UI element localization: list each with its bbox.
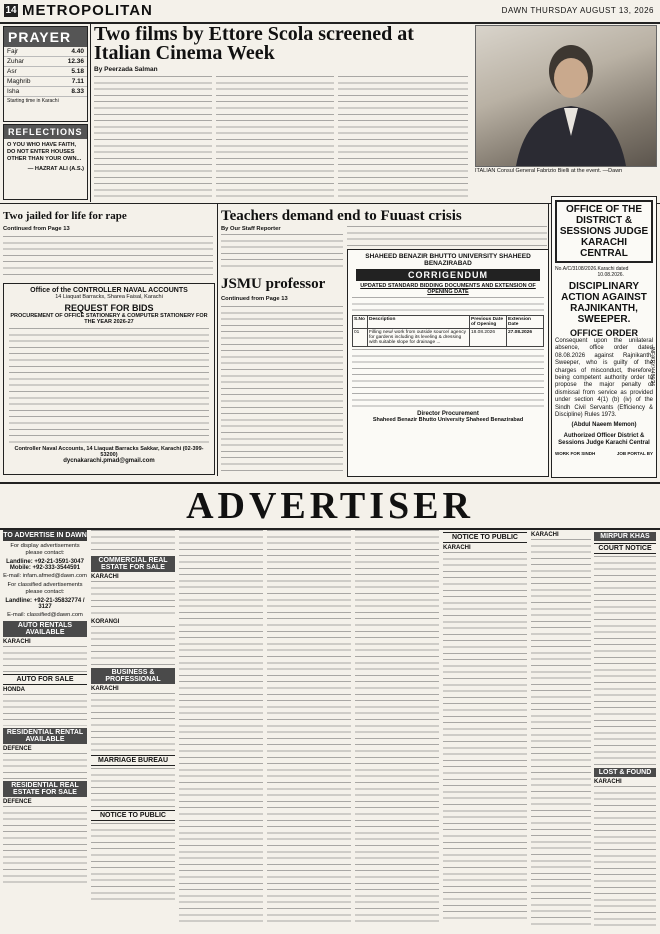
prayer-time: 8.33 [51,87,87,97]
sbbu-intro [352,297,544,313]
classified-landline: Landline: +92-21-35832774 / 3127 [5,598,85,610]
prayer-row [4,87,87,97]
teachers-headline: Teachers demand end to Fuuast crisis [221,208,462,224]
prayer-time: 7.11 [51,77,87,87]
category-marriage: MARRIAGE BUREAU [91,755,175,766]
job-portal-badge: JOB PORTAL BY [616,450,653,456]
city-heading: DEFENCE [3,799,32,805]
court-order-label: OFFICE ORDER [569,328,638,338]
category-residential-sale: RESIDENTIAL REAL ESTATE FOR SALE [3,781,87,797]
classified-col-6 [443,530,527,930]
reflections-box [3,124,88,200]
classified-email: E-mail: classified@dawn.com [7,612,83,618]
cell-desc: Filling new/ work from outside source/ agency for gardens including its leveling & dressing with suitable slope for drainage ... [368,329,470,347]
prayer-note: Starting time in Karachi [7,98,59,104]
court-ref-row [552,266,656,278]
jsmu-continued: Continued from Page 13 [221,296,288,302]
ad-text [3,806,87,886]
teachers-body-2 [347,226,547,246]
naval-footer: Controller Naval Accounts, 14 Liaquat Barracks Sakkar, Karachi (02-399-53200) [14,446,204,458]
classified-col-7 [531,530,591,930]
advertiser-title: ADVERTISER [186,485,474,527]
reflections-title: REFLECTIONS [4,125,87,139]
city-heading: KORANGI [91,619,120,625]
category-lost-found: LOST & FOUND [594,768,656,777]
reflections-quote: O YOU WHO HAVE FAITH, DO NOT ENTER HOUSES OTHER THAN YOUR OWN... [7,142,82,162]
sbbu-director: Director Procurement [417,411,479,417]
divider [217,204,218,476]
jail-continued: Continued from Page 13 [3,226,70,232]
ad-text [267,530,351,926]
category-auto-sale: AUTO FOR SALE [3,674,87,685]
lead-body-col-2 [216,76,334,198]
naval-office: Office of the CONTROLLER NAVAL ACCOUNTS [30,287,188,294]
ad-text [3,694,87,726]
jail-body [3,236,213,278]
classified-col-3 [179,530,263,930]
display-landline: Landline: +92-21-3591-3047 [6,559,84,565]
city-heading: KARACHI [3,639,31,645]
city-heading: HONDA [3,687,25,693]
display-email: E-mail: infam.afmed@dawn.com [3,573,87,579]
page-date: DAWN THURSDAY AUGUST 13, 2026 [501,6,654,15]
ad-text [531,539,591,925]
ad-text [594,786,656,926]
photo-caption: ITALIAN Consul General Fabrizio Bielli at the event. —Dawn [475,168,623,174]
col-prev: Previous Date of Opening [470,316,507,329]
prayer-time: 4.40 [51,47,87,57]
display-mobile: Mobile: +92-333-3544591 [9,565,81,571]
ad-text [91,768,175,808]
category-court-notice: COURT NOTICE [594,543,656,554]
sbbu-name: SHAHEED BENAZIR BHUTTO UNIVERSITY SHAHEED BENAZIRABAD [365,253,531,267]
category-mirpur-khas: MIRPUR KHAS [594,532,656,541]
city-heading: KARACHI [91,686,119,692]
city-heading: KARACHI [443,545,471,551]
display-ads-label: For display advertisements please contact: [10,543,80,556]
prayer-row [4,67,87,77]
col-ext: Extension Date [507,316,544,329]
prayer-name: Isha [4,87,51,97]
person-photo-icon [476,26,656,166]
prayer-box [3,26,88,122]
city-heading: KARACHI [91,574,119,580]
lead-photo [475,25,657,167]
reflections-attribution: — HAZRAT ALI (A.S.) [27,166,84,172]
city-heading: DEFENCE [3,746,32,752]
prayer-name: Zuhar [4,57,51,67]
cell-ext: 27.08.2026 [507,329,544,347]
court-title: DISCIPLINARY ACTION AGAINST RAJNIKANTH, SWEEPER. [561,281,647,325]
table-header-row [353,316,544,329]
classified-ads-label: For classified advertisements please contact: [7,582,83,595]
court-badges [552,448,656,456]
ad-text [3,753,87,779]
ad-text [91,823,175,903]
prayer-time: 12.36 [51,57,87,67]
work-for-sindh-badge: WORK FOR SINDH [555,450,596,456]
ad-text [91,626,175,666]
cell-sno: 01 [353,329,368,347]
court-dated: Karachi dated 10.08.2026. [597,266,629,278]
ad-text [3,646,87,672]
ad-text [594,556,656,766]
court-signature-title: Authorized Officer District & Sessions Judge Karachi Central [558,432,650,447]
classified-col-2 [91,530,175,930]
ad-text [91,581,175,617]
court-footer: INF/KRY/4486/26 [649,347,655,387]
naval-email: dycnakarachi.pmad@gmail.com [63,458,155,464]
court-signature-name: (Abdul Naeem Memon) [571,422,637,429]
section-title: METROPOLITAN [22,2,153,19]
cell-prev: 18.08.2026 [470,329,507,347]
city-heading: KARACHI [594,779,622,785]
prayer-row [4,57,87,67]
prayer-row [4,77,87,87]
lead-body-col-1 [94,76,212,198]
prayer-name: Maghrib [4,77,51,87]
prayer-name: Asr [4,67,51,77]
naval-procurement: PROCUREMENT OF OFFICE STATIONERY & COMPUTER STATIONERY FOR THE YEAR 2026-27 [10,313,208,325]
sbbu-table [352,315,544,347]
category-auto-rentals: AUTO RENTALS AVAILABLE [3,621,87,637]
category-residential-rental: RESIDENTIAL RENTAL AVAILABLE [3,728,87,744]
category-notice-public: NOTICE TO PUBLIC [443,532,527,543]
naval-rfb: REQUEST FOR BIDS [64,303,154,313]
city-heading: KARACHI [531,532,559,538]
ad-text [179,530,263,926]
prayer-row [4,47,87,57]
court-heading: OFFICE OF THE DISTRICT & SESSIONS JUDGE KARACHI CENTRAL [555,200,653,263]
sbbu-body [352,349,544,409]
ad-text [355,530,439,926]
teachers-byline: By Our Staff Reporter [221,226,281,232]
divider [90,24,91,202]
jail-headline: Two jailed for life for rape [3,210,127,222]
ad-text [443,552,527,922]
naval-address: 14 Liaquat Barracks, Sharea Faisal, Karachi [55,294,163,300]
jsmu-headline: JSMU professor [221,276,326,292]
sbbu-director-org: Shaheed Benazir Bhutto University Shaheed Benazirabad [372,417,524,423]
court-text: Consequent upon the unilateral absence, office order dated 08.08.2026 against Rajnikanth, Sweeper, who is guilty of the charges of misconduct, therefore, being competent authority order to propose the major penalty of dismissal from service as provided under section 4(1) (b) (iv) of the Sindh Civil Servants (Efficiency & Discipline) Rules 1973. [555,338,653,419]
court-ref: No.A/C/3108/2026. [555,266,598,272]
lead-headline: Two films by Ettore Scola screened at Italian Cinema Week [94,23,414,64]
classified-col-8 [594,530,656,930]
ad-text [91,530,175,554]
ad-text [91,693,175,753]
naval-body [9,328,209,443]
col-desc: Description [368,316,470,329]
table-row [353,329,544,347]
corrigendum-label: CORRIGENDUM [356,269,540,281]
category-commercial-sale: COMMERCIAL REAL ESTATE FOR SALE [91,556,175,572]
prayer-times-table [4,47,87,97]
classified-col-1 [3,530,87,930]
col-sno: S.No [353,316,368,329]
court-order-ad [551,196,657,478]
category-notice: NOTICE TO PUBLIC [91,810,175,821]
lead-byline: By Peerzada Salman [94,66,158,73]
classified-col-4 [267,530,351,930]
category-business: BUSINESS & PROFESSIONAL [91,668,175,684]
to-advertise-header: TO ADVERTISE IN DAWN [3,532,87,539]
naval-accounts-ad [3,283,215,475]
sbbu-updated: UPDATED STANDARD BIDDING DOCUMENTS AND EXTENSION OF OPENING DATE [360,283,536,295]
page-number: 14 [5,5,17,16]
prayer-time: 5.18 [51,67,87,77]
prayer-title: PRAYER [4,27,87,47]
prayer-name: Fajr [4,47,51,57]
jsmu-body [221,306,343,476]
sbbu-corrigendum-ad [347,249,549,477]
classified-col-5 [355,530,439,930]
lead-body-col-3 [338,76,468,198]
